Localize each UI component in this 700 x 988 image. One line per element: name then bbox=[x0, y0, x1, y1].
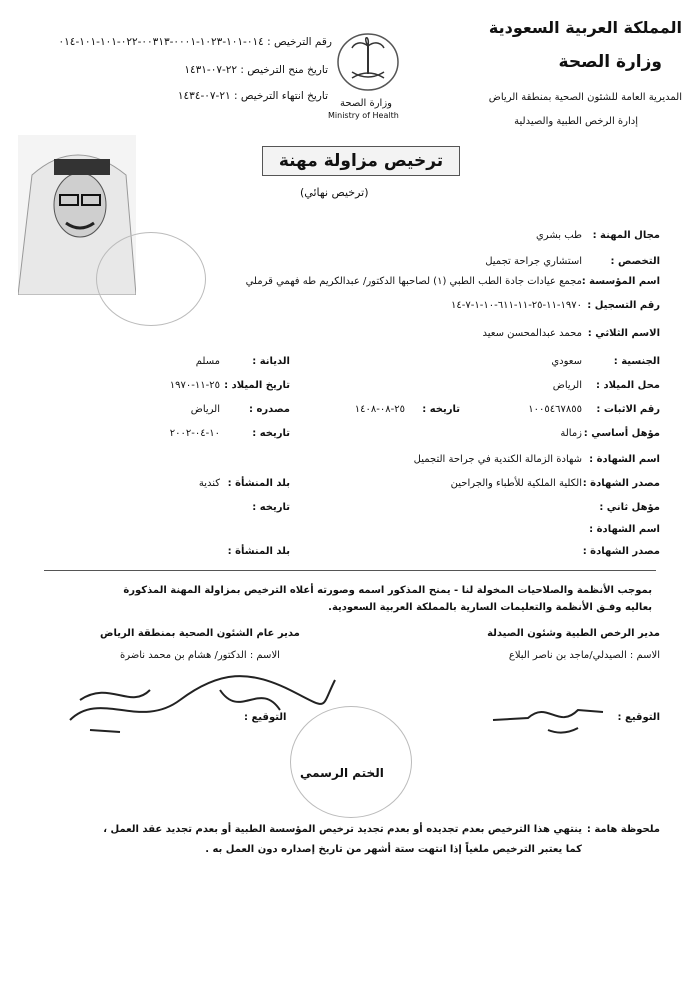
document-subtitle: (ترخيص نهائي) bbox=[300, 186, 369, 199]
second-source-label: مصدر الشهادة : bbox=[582, 546, 660, 557]
left-signatory-title: مدير عام الشئون الصحية بمنطقة الرياض bbox=[100, 628, 300, 639]
right-signatory-title: مدير الرخص الطبية وشئون الصيدلة bbox=[487, 628, 660, 639]
full-name-value: محمد عبدالمحسن سعيد bbox=[482, 328, 582, 339]
full-name-label: الاسم الثلاثي : bbox=[587, 328, 660, 339]
origin-country-value: كندية bbox=[198, 478, 220, 489]
institution-value: مجمع عيادات جادة الطب الطبي (١) لصاحبها الدكتور/ عبدالكريم طه فهمي قرملي bbox=[245, 276, 582, 287]
logo-english-name: Ministry of Health bbox=[328, 111, 399, 120]
second-cert-label: اسم الشهادة : bbox=[589, 524, 660, 535]
certificate-source-value: الكلية الملكية للأطباء والجراحين bbox=[450, 478, 582, 489]
directorate-line: المديرية العامة للشئون الصحية بمنطقة الرياض bbox=[488, 92, 682, 103]
id-date-label: تاريخه : bbox=[422, 404, 460, 415]
right-signature-scribble bbox=[488, 690, 608, 740]
left-signatory-name: الاسم : الدكتور/ هشام بن محمد ناضرة bbox=[120, 650, 280, 661]
religion-value: مسلم bbox=[195, 356, 220, 367]
note-line-1: ينتهي هذا الترخيص بعدم تجديده أو بعدم تجديد ترخيص المؤسسة الطبية أو بعدم تجديد عقد العمل ، bbox=[103, 824, 582, 835]
section-divider bbox=[44, 570, 656, 571]
palm-swords-emblem-icon bbox=[330, 28, 410, 98]
right-signature-label: التوقيع : bbox=[617, 712, 660, 723]
second-country-label: بلد المنشأة : bbox=[227, 546, 290, 557]
institution-label: اسم المؤسسة : bbox=[581, 276, 660, 287]
ministry-logo bbox=[330, 28, 410, 98]
id-source-label: مصدره : bbox=[249, 404, 290, 415]
qualification-value: زمالة bbox=[560, 428, 582, 439]
department-line: إدارة الرخص الطبية والصيدلية bbox=[514, 116, 638, 127]
second-qual-label: مؤهل ثاني : bbox=[599, 502, 660, 513]
registration-label: رقم التسجيل : bbox=[587, 300, 660, 311]
id-date-value: ٢٥-٠٨-١٤٠٨ bbox=[354, 404, 405, 415]
specialty-label: التخصص : bbox=[610, 256, 660, 267]
birth-date-label: تاريخ الميلاد : bbox=[224, 380, 290, 391]
license-issue-date: تاريخ منح الترخيص : ٢٢-٠٧-١٤٣١ bbox=[184, 64, 328, 76]
right-signatory-name: الاسم : الصيدلي/ماجد بن ناصر البلاع bbox=[508, 650, 660, 661]
authorization-text: بموجب الأنظمة والصلاحيات المخولة لنا - يمنح المذكور اسمه وصورته أعلاه الترخيص بمزاولة المهنة المذكورة بعاليه وفـق الأنظمة والتعليمات السارية بالمملكة العربية السعودية. bbox=[123, 585, 652, 613]
official-seal-stamp bbox=[290, 706, 412, 818]
photo-seal-stamp bbox=[96, 232, 206, 326]
qual-date-value: ١٠-٠٤-٢٠٠٢ bbox=[169, 428, 220, 439]
origin-country-label: بلد المنشأة : bbox=[227, 478, 290, 489]
ministry-title: وزارة الصحة bbox=[558, 52, 662, 72]
nationality-value: سعودي bbox=[551, 356, 582, 367]
license-number: رقم الترخيص : ٠١٤-١٠١-١٠٢٣-٠٠٠١-٠٠٣١٣-٠٢٢-١٠١-١٠١-٠١٤ bbox=[58, 36, 332, 48]
certificate-source-label: مصدر الشهادة : bbox=[582, 478, 660, 489]
registration-value: ١٩٧٠-١١-٢٥-١١-٦١١-١٠-١-٧-١٤ bbox=[451, 300, 582, 311]
document-title: ترخيص مزاولة مهنة bbox=[262, 146, 460, 176]
specialty-value: استشاري جراحة تجميل bbox=[485, 256, 582, 267]
religion-label: الديانة : bbox=[252, 356, 290, 367]
license-expiry-date: تاريخ انتهاء الترخيص : ٢١-٠٧-١٤٣٤ bbox=[177, 90, 328, 102]
birth-place-label: محل الميلاد : bbox=[596, 380, 660, 391]
birth-place-value: الرياض bbox=[552, 380, 582, 391]
profession-label: مجال المهنة : bbox=[592, 230, 660, 241]
birth-date-value: ٢٥-١١-١٩٧٠ bbox=[169, 380, 220, 391]
note-label: ملحوظة هامة : bbox=[586, 824, 660, 835]
logo-arabic-name: وزارة الصحة bbox=[340, 98, 392, 109]
profession-value: طب بشري bbox=[535, 230, 582, 241]
note-line-2: كما يعتبر الترخيص ملغياً إذا انتهت ستة أشهر من تاريخ إصداره دون العمل به . bbox=[205, 844, 582, 855]
nationality-label: الجنسية : bbox=[613, 356, 660, 367]
kingdom-title: المملكة العربية السعودية bbox=[488, 18, 682, 37]
left-signature-scribble bbox=[60, 660, 340, 740]
certificate-name-label: اسم الشهادة : bbox=[589, 454, 660, 465]
certificate-name-value: شهادة الزمالة الكندية في جراحة التجميل bbox=[413, 454, 582, 465]
left-signature-label: التوقيع : bbox=[244, 712, 287, 723]
second-date-label: تاريخه : bbox=[252, 502, 290, 513]
id-number-label: رقم الاثبات : bbox=[596, 404, 660, 415]
qualification-label: مؤهل أساسي : bbox=[583, 428, 660, 439]
id-number-value: ١٠٠٥٤٦٧٨٥٥ bbox=[528, 404, 582, 415]
id-source-value: الرياض bbox=[190, 404, 220, 415]
qual-date-label: تاريخه : bbox=[252, 428, 290, 439]
official-stamp-label: الختم الرسمي bbox=[300, 766, 384, 780]
